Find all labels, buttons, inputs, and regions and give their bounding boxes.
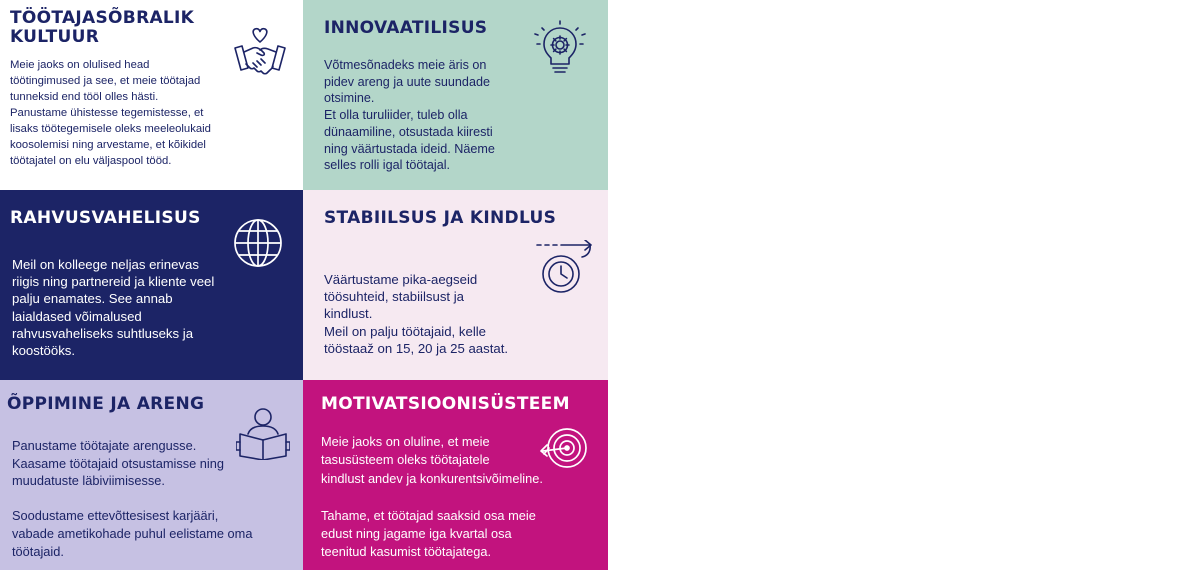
- handshake-heart-icon: [232, 26, 288, 82]
- card-body: Panustame töötajate arengusse. Kaasame töötajaid otsustamisse ning muudatuste läbiviimisesse. Soodustame ettevõttesisest karjääri, vabade ametikohade puhul eelistame oma töötajaid.: [12, 438, 253, 559]
- card-title: MOTIVATSIOONISÜSTEEM: [321, 394, 570, 414]
- card-body: Meil on kolleege neljas erinevas riigis ning partnereid ja kliente veel palju enamates. See annab laialdased võimalused rahvusvaheliseks suhtluseks ja koostööks.: [12, 257, 215, 359]
- target-icon: [539, 424, 589, 472]
- card-employee-friendly-culture: [0, 0, 303, 190]
- card-body: Meie jaoks on oluline, et meie tasusüsteem oleks töötajatele kindlust andev ja konkurentsivõimeline. Tahame, et töötajad saaksid osa meie edust ning jagame iga kvartal osa teenitud kasumist töötajatega.: [321, 434, 543, 560]
- clock-arrow-icon: [535, 240, 595, 296]
- card-stability: [303, 190, 608, 380]
- lightbulb-gear-icon: [531, 20, 589, 78]
- card-body: Võtmesõnadeks meie äris on pidev areng ja uute suundade otsimine. Et olla turuliider, tuleb olla dünaamiline, otsustada kiiresti ning väärtustada ideid. Näeme selles rolli igal töötajal.: [324, 58, 495, 173]
- card-body: Meie jaoks on olulised head töötingimused ja see, et meie töötajad tunneksid end tööl olles hästi. Panustame ühistesse tegemistesse, et lisaks töötegemisele oleks meeleolukaid koosolemisi ning arvestame, et kõikidel töötajatel on elu väljaspool tööd.: [10, 59, 211, 167]
- card-title: INNOVAATILISUS: [324, 18, 488, 38]
- card-learning-development: [0, 380, 303, 570]
- globe-icon: [232, 217, 284, 269]
- card-innovation: [303, 0, 608, 190]
- card-title: TÖÖTAJASÕBRALIK KULTUUR: [10, 8, 195, 47]
- card-title: RAHVUSVAHELISUS: [10, 208, 201, 228]
- card-motivation-system: [303, 380, 608, 570]
- card-body: Väärtustame pika-aegseid töösuhteid, stabiilsust ja kindlust. Meil on palju töötajaid, kelle tööstaaž on 15, 20 ja 25 aastat.: [324, 272, 509, 356]
- card-internationality: [0, 190, 303, 380]
- card-title: ÕPPIMINE JA ARENG: [7, 394, 205, 414]
- card-title: STABIILSUS JA KINDLUS: [324, 208, 557, 228]
